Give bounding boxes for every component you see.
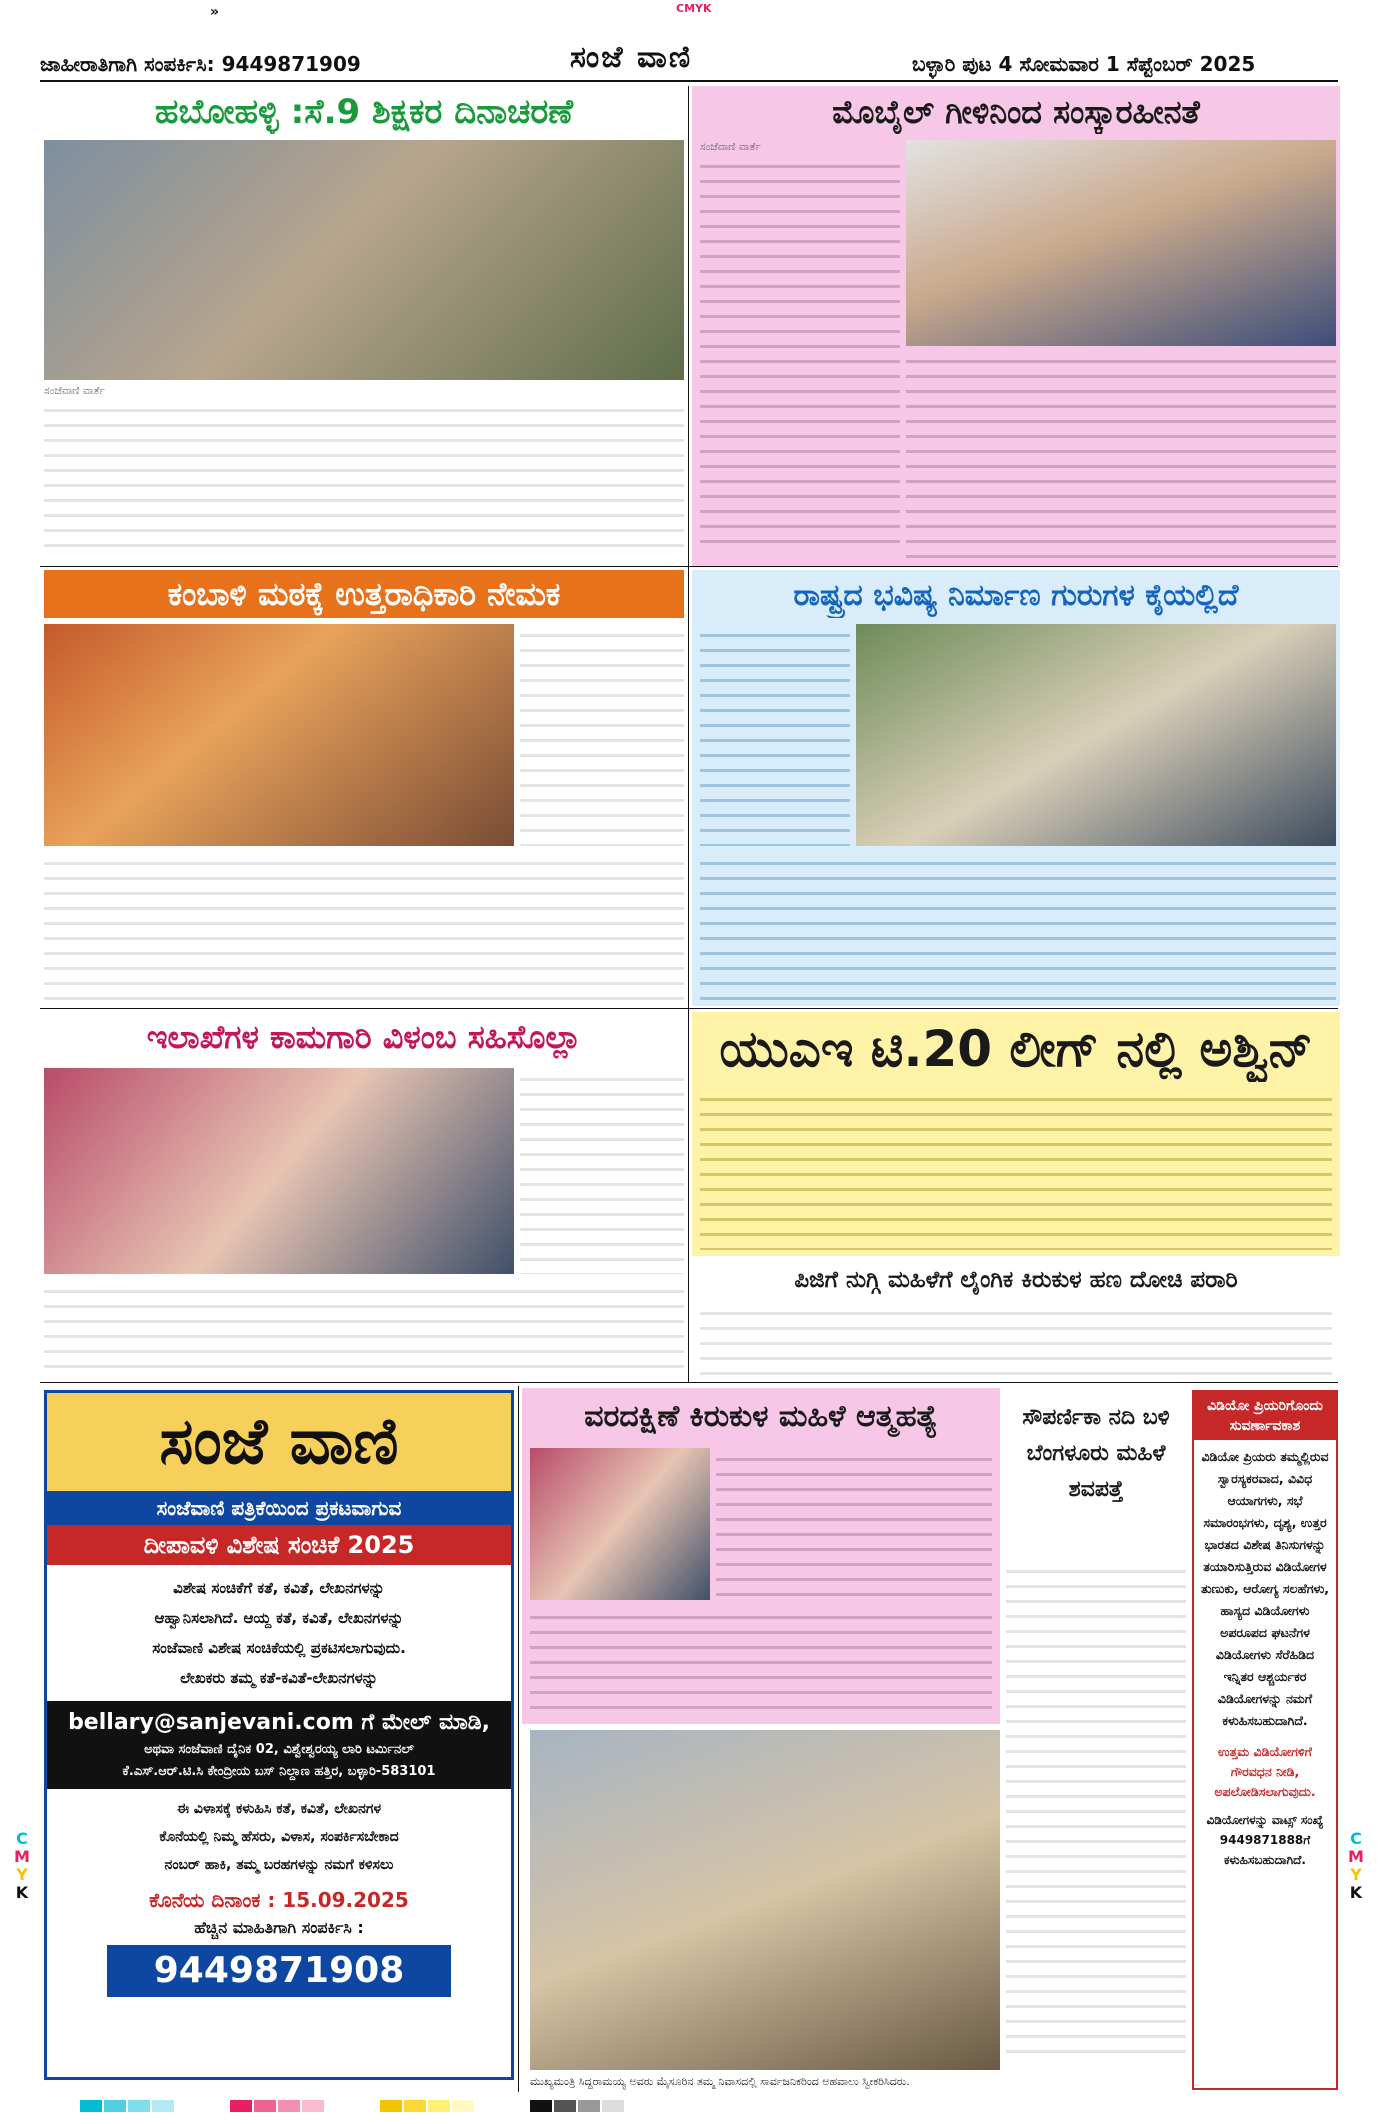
ad-note3: ನಂಬರ್ ಹಾಕಿ, ತಮ್ಮ ಬರಹಗಳನ್ನು ನಮಗೆ ಕಳಿಸಲು [164, 1857, 394, 1873]
ad-note1: ಈ ವಿಳಾಸಕ್ಕೆ ಕಳುಹಿಸಿ ಕತೆ, ಕವಿತೆ, ಲೇಖನಗಳ [176, 1801, 382, 1817]
ad-contact: ಜಾಹೀರಾತಿಗಾಗಿ ಸಂಪರ್ಕಿಸಿ: 9449871909 [40, 52, 361, 76]
cmyk-mark-top: CMYK [676, 2, 712, 15]
ad-addr1: ಅಥವಾ ಸಂಜೆವಾಣಿ ದೈನಿಕ 02, ವಿಶ್ವೇಶ್ವರಯ್ಯ ಲಾರಿ ಟರ್ಮಿನಲ್ [144, 1742, 414, 1757]
photo-couple [530, 1448, 710, 1600]
article-teachers-day-body: ಸಂಜೆವಾಣಿ ವಾರ್ತೆ [44, 384, 684, 560]
photo-students-assembly [906, 140, 1336, 346]
article-kambali-col [520, 624, 684, 846]
dateline: ಬಳ್ಳಾರಿ ಪುಟ 4 ಸೋಮವಾರ 1 ಸೆಪ್ಟೆಂಬರ್ 2025 [912, 52, 1256, 76]
photo-department-meeting [44, 1068, 514, 1274]
article-dowry-body [530, 1606, 992, 1718]
ad-body1: ವಿಶೇಷ ಸಂಚಿಕೆಗೆ ಕತೆ, ಕವಿತೆ, ಲೇಖನಗಳನ್ನು [173, 1579, 385, 1597]
page-arrows: » [210, 4, 220, 20]
headline-teachers-day: ಹಬೋಹಳ್ಳಿ :ಸೆ.9 ಶಿಕ್ಷಕರ ದಿನಾಚರಣೆ [154, 92, 574, 132]
ad-note2: ಕೊನೆಯಲ್ಲಿ ನಿಮ್ಮ ಹೆಸರು, ವಿಳಾಸ, ಸಂಪರ್ಕಿಸಬೇಕಾದ [159, 1829, 399, 1845]
deepavali-special-ad [44, 1390, 514, 2080]
article-nation-body [700, 852, 1336, 1002]
photo-cm-public-grievances [530, 1730, 1000, 2070]
color-registration-strip [80, 2100, 1020, 2114]
article-dowry-col1 [716, 1448, 992, 1600]
article-mobile-col1: ಸಂಜೆವಾಣಿ ವಾರ್ತೆ [700, 140, 900, 560]
ad-body2: ಆಹ್ವಾನಿಸಲಾಗಿದೆ. ಆಯ್ದ ಕತೆ, ಕವಿತೆ, ಲೇಖನಗಳನ್ನು [154, 1609, 404, 1627]
headline-kambali-math: ಕಂಬಾಳಿ ಮಠಕ್ಕೆ ಉತ್ತರಾಧಿಕಾರಿ ನೇಮಕ [44, 570, 684, 618]
sidebar-p1: ವಿಡಿಯೋ ಪ್ರಿಯರು ತಮ್ಮಲ್ಲಿರುವ ಸ್ವಾರಸ್ಯಕರವಾದ, ವಿವಿಧ ಆಯಾಗಗಳು, ಸಭೆ ಸಮಾರಂಭಗಳು, ದೃಶ್ಯ, ಉತ್ತರ ಭಾರತದ ವಿಶೇಷ ತಿನಿಸುಗಳನ್ನು ತಯಾರಿಸುತ್ತಿರುವ ವಿಡಿಯೋಗಳ ತುಣುಕು, ಆರೋಗ್ಯ ಸಲಹೆಗಳು, ಹಾಸ್ಯದ ವಿಡಿಯೋಗಳು ಅಪರೂಪದ ಘಟನೆಗಳ ವಿಡಿಯೋಗಳು ಸೆರೆಹಿಡಿದ ಇನ್ನಿತರ ಆಶ್ಚರ್ಯಕರ ವಿಡಿಯೋಗಳನ್ನು ನಮಗೆ ಕಳುಹಿಸಬಹುದಾಗಿದೆ. [1200, 1449, 1330, 1728]
cmyk-mark-right: C M Y K [1348, 1829, 1364, 1902]
article-body-found-col [1006, 1560, 1186, 2060]
sidebar-p2: ಉತ್ತಮ ವಿಡಿಯೋಗಳಿಗೆ ಗೌರವಧನ ನೀಡಿ, ಅಪಲೋಡಿಸಲಾಗುವುದು. [1214, 1744, 1316, 1799]
headline-nation-future: ರಾಷ್ಟ್ರದ ಭವಿಷ್ಯ ನಿರ್ಮಾಣ ಗುರುಗಳ ಕೈಯಲ್ಲಿದೆ [793, 578, 1239, 613]
ad-logo: ಸಂಜೆ ವಾಣಿ [47, 1393, 511, 1491]
ad-body4: ಲೇಖಕರು ತಮ್ಮ ಕತೆ-ಕವಿತೆ-ಲೇಖನಗಳನ್ನು [180, 1669, 378, 1687]
article-pg-body [700, 1302, 1332, 1378]
ad-more-info: ಹೆಚ್ಚಿನ ಮಾಹಿತಿಗಾಗಿ ಸಂಪರ್ಕಿಸಿ : [194, 1918, 364, 1937]
masthead-logo: ಸಂಜೆ ವಾಣಿ [570, 40, 693, 75]
sidebar-title: ವಿಡಿಯೋ ಪ್ರಿಯರಿಗೊಂದು ಸುವರ್ಣಾವಕಾಶ [1194, 1392, 1336, 1440]
headline-dowry-suicide: ವರದಕ್ಷಿಣೆ ಕಿರುಕುಳ ಮಹಿಳೆ ಆತ್ಮಹತ್ಯೆ [584, 1399, 938, 1434]
headline-mobile-addiction: ಮೊಬೈಲ್ ಗೀಳಿನಿಂದ ಸಂಸ್ಕಾರಹೀನತೆ [832, 93, 1200, 131]
ad-addr2: ಕೆ.ಎಸ್.ಆರ್.ಟಿ.ಸಿ ಕೇಂದ್ರೀಯ ಬಸ್ ನಿಲ್ದಾಣ ಹತ್ತಿರ, ಬಳ್ಳಾರಿ-583101 [122, 1764, 436, 1779]
video-sidebar [1192, 1390, 1338, 2090]
headline-body-found: ಸೌಪರ್ಣಿಕಾ ನದಿ ಬಳಿ ಬೆಂಗಳೂರು ಮಹಿಳೆ ಶವಪತ್ತೆ [1022, 1405, 1170, 1502]
photo-teachers-meeting [44, 140, 684, 380]
headline-ashwin-t20: ಯುಎಇ ಟಿ.20 ಲೀಗ್ ನಲ್ಲಿ ಅಶ್ವಿನ್ [719, 1020, 1313, 1078]
ad-body3: ಸಂಜೆವಾಣಿ ವಿಶೇಷ ಸಂಚಿಕೆಯಲ್ಲಿ ಪ್ರಕಟಿಸಲಾಗುವುದು. [152, 1639, 406, 1657]
article-mobile-col2 [906, 350, 1336, 560]
headline-pg-harassment: ಪಿಜಿಗೆ ನುಗ್ಗಿ ಮಹಿಳೆಗೆ ಲೈಂಗಿಕ ಕಿರುಕುಳ ಹಣ ದೋಚಿ ಪರಾರಿ [794, 1267, 1238, 1293]
ad-deadline: ಕೊನೆಯ ದಿನಾಂಕ : 15.09.2025 [149, 1888, 409, 1912]
ad-phone: 9449871908 [107, 1945, 451, 1997]
article-works-col [520, 1068, 684, 1274]
article-nation-col1 [700, 624, 850, 846]
ad-line2: ದೀಪಾವಳಿ ವಿಶೇಷ ಸಂಚಿಕೆ 2025 [47, 1525, 511, 1565]
sidebar-p3: ವಿಡಿಯೋಗಳನ್ನು ವಾಟ್ಸ್ ಸಂಖ್ಯೆ 9449871888ಗೆ ಕಳುಹಿಸಬಹುದಾಗಿದೆ. [1206, 1813, 1324, 1867]
photo-teachers-group [856, 624, 1336, 846]
article-ashwin-body [700, 1088, 1332, 1250]
caption-cm-photo: ಮುಖ್ಯಮಂತ್ರಿ ಸಿದ್ದರಾಮಯ್ಯ ಅವರು ಮೈಸೂರಿನ ತಮ್ಮ ನಿವಾಸದಲ್ಲಿ ಸಾರ್ವಜನಿಕರಿಂದ ಅಹವಾಲು ಸ್ವೀಕರಿಸಿದರು. [530, 2075, 910, 2088]
photo-kambali-ceremony [44, 624, 514, 846]
ad-email: bellary@sanjevani.com ಗೆ ಮೇಲ್ ಮಾಡಿ, [68, 1710, 490, 1735]
article-kambali-body [44, 852, 684, 1004]
ad-line1: ಸಂಜೆವಾಣಿ ಪತ್ರಿಕೆಯಿಂದ ಪ್ರಕಟವಾಗುವ [47, 1491, 511, 1525]
headline-works-delay: ಇಲಾಖೆಗಳ ಕಾಮಗಾರಿ ವಿಳಂಬ ಸಹಿಸೊಲ್ಲಾ [146, 1018, 582, 1056]
article-works-body [44, 1280, 684, 1376]
cmyk-mark-left: C M Y K [14, 1829, 30, 1902]
